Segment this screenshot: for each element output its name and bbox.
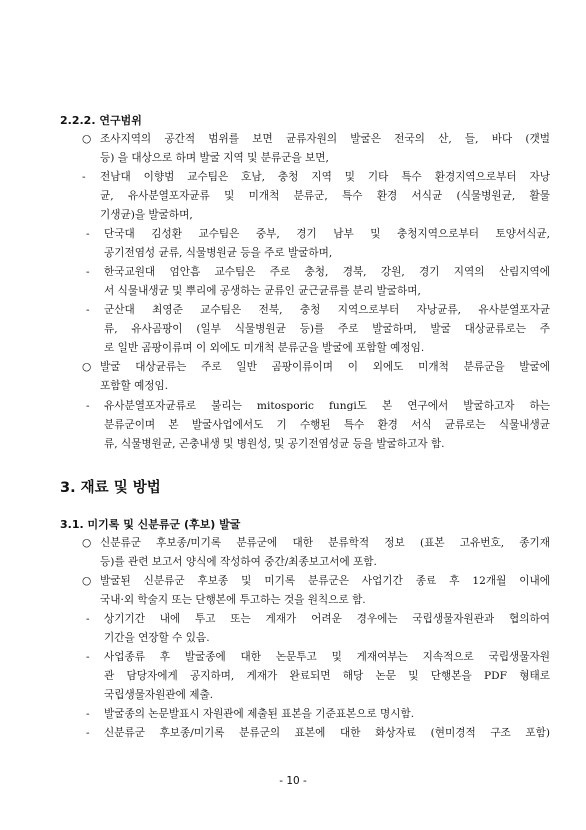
text-line: 등)를 관련 보고서 양식에 작성하여 중간/최종보고서에 포함. (100, 556, 377, 568)
list-item (86, 610, 550, 648)
text-line: 분류군이며 본 발굴사업에서도 기 수행된 특수 환경 서식 균류로는 식물내생균 (104, 419, 550, 431)
list-item (86, 705, 550, 724)
text-line: 사업종류 후 발굴종에 대한 논문투고 및 게재여부는 지속적으로 국립생물자원 (104, 651, 550, 663)
text-line: 유사분열포자균류로 불리는 mitosporic fungi도 본 연구에서 발굴하고자 하는 (104, 400, 550, 412)
circle-bullet-icon: ○ (82, 133, 92, 145)
list-item (86, 263, 550, 301)
circle-bullet-icon: ○ (82, 537, 92, 549)
text-line: 단국대 김성환 교수팀은 중부, 경기 남부 및 충청지역으로부터 토양서식균, (104, 228, 550, 240)
text-line: 신분류군 후보종/미기록 분류군의 표본에 대한 화상자료 (현미경적 구조 포함) (104, 727, 550, 739)
text-line: 군산대 최영준 교수팀은 전북, 충청 지역으로부터 자낭균류, 유사분열포자균 (104, 304, 550, 316)
list-item (82, 130, 550, 168)
dash-bullet-icon: - (86, 228, 90, 240)
dash-bullet-icon: - (86, 266, 90, 278)
section-heading-3-1: 3.1. 미기록 및 신분류군 (후보) 발굴 (60, 518, 241, 531)
list-item (86, 724, 550, 743)
list-item (86, 648, 550, 705)
list-item (86, 225, 550, 263)
list-item (82, 358, 550, 396)
text-line: 공기전염성 균류, 식물병원균 등을 주로 발굴하며, (104, 247, 333, 259)
text-line: 발굴종의 논문발표시 자원관에 제출된 표본을 기준표본으로 명시함. (104, 708, 415, 720)
text-line: 서 식물내생균 및 뿌리에 공생하는 균류인 균근균류를 분리 발굴하며, (104, 285, 421, 297)
dash-bullet-icon: - (86, 651, 90, 663)
text-line: 전남대 이향범 교수팀은 호남, 충청 지역 및 기타 특수 환경지역으로부터 자낭 (100, 171, 550, 183)
section-heading-3: 3. 재료 및 방법 (60, 480, 161, 496)
text-line: 신분류군 후보종/미기록 분류군에 대한 분류학적 정보 (표본 고유번호, 종기재 (100, 537, 550, 549)
dash-bullet-icon: - (86, 400, 90, 412)
text-line: 한국교원대 엄안흠 교수팀은 주로 충청, 경북, 강원, 경기 지역의 산림지역에 (104, 266, 550, 278)
text-line: 포함할 예정임. (100, 380, 169, 392)
text-line: 기생균)을 발굴하며, (100, 209, 193, 221)
text-line: 류, 유사곰팡이 (일부 식물병원균 등)를 주로 발굴하며, 발굴 대상균류로는 주 (104, 323, 550, 335)
circle-bullet-icon: ○ (82, 575, 92, 587)
section-heading-2-2-2: 2.2.2. 연구범위 (60, 114, 142, 127)
list-item (86, 301, 550, 358)
list-item (82, 572, 550, 610)
dash-bullet-icon: - (86, 304, 90, 316)
text-line: 등) 을 대상으로 하며 발굴 지역 및 분류군을 보면, (100, 152, 329, 164)
dash-bullet-icon: - (82, 171, 86, 183)
circle-bullet-icon: ○ (82, 361, 92, 373)
text-line: 발굴 대상균류는 주로 일반 곰팡이류이며 이 외에도 미개척 분류군을 발굴에 (100, 361, 550, 373)
text-line: 관 담당자에게 공지하며, 게재가 완료되면 해당 논문 및 단행본을 PDF 형태로 (104, 670, 550, 682)
text-line: 국내·외 학술지 또는 단행본에 투고하는 것을 원칙으로 함. (100, 594, 366, 606)
text-line: 류, 식물병원균, 곤충내생 및 병원성, 및 공기전염성균 등을 발굴하고자 함. (104, 438, 445, 450)
text-line: 조사지역의 공간적 범위를 보면 균류자원의 발굴은 전국의 산, 들, 바다 (갯벌 (100, 133, 550, 145)
dash-bullet-icon: - (86, 613, 90, 625)
list-item (82, 534, 550, 572)
text-line: 상기기간 내에 투고 또는 게재가 어려운 경우에는 국립생물자원관과 협의하여 (104, 613, 550, 625)
page-number: - 10 - (279, 775, 307, 787)
text-line: 국립생물자원관에 제출. (104, 689, 214, 701)
dash-bullet-icon: - (86, 708, 90, 720)
list-item (86, 397, 550, 454)
dash-bullet-icon: - (86, 727, 90, 739)
text-line: 로 일반 곰팡이류며 이 외에도 미개척 분류군을 발굴에 포함할 예정임. (104, 342, 425, 354)
text-line: 기간을 연장할 수 있음. (104, 632, 210, 644)
text-line: 발굴된 신분류군 후보종 및 미기록 분류군은 사업기간 종료 후 12개월 이내에 (100, 575, 550, 587)
text-line: 균, 유사분열포자균류 및 미개척 분류군, 특수 환경 서식균 (식물병원균, 활물 (100, 190, 550, 202)
list-item (82, 168, 550, 225)
